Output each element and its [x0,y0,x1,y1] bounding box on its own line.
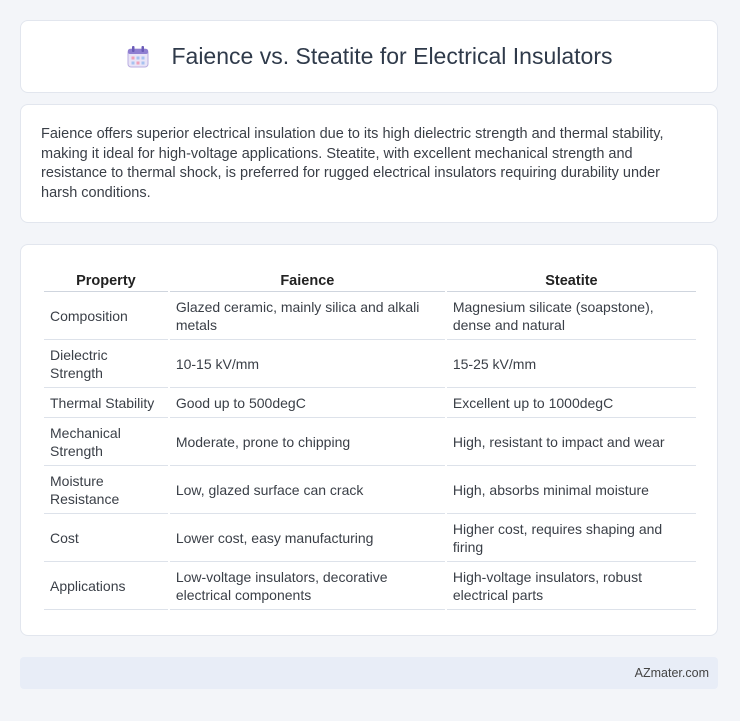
title-card [20,20,718,93]
table-row [44,418,696,466]
table-card [20,244,718,636]
faience-cell: Moderate, prone to chipping [170,418,445,466]
intro-card [20,104,718,223]
table-row [44,388,696,418]
table-row [44,562,696,610]
column-header-property: Property [44,265,168,292]
table-header-row [44,265,696,292]
title-wrap [125,43,612,70]
property-cell: Thermal Stability [44,388,168,418]
steatite-cell: High, resistant to impact and wear [447,418,696,466]
steatite-cell: High-voltage insulators, robust electrical parts [447,562,696,610]
table-row [44,514,696,562]
footer-brand[interactable]: AZmater.com [634,666,709,680]
calendar-icon [125,44,151,70]
faience-cell: 10-15 kV/mm [170,340,445,388]
steatite-cell: 15-25 kV/mm [447,340,696,388]
faience-cell: Low-voltage insulators, decorative electrical components [170,562,445,610]
column-header-faience: Faience [170,265,445,292]
page-title: Faience vs. Steatite for Electrical Insulators [171,43,613,69]
steatite-cell: Excellent up to 1000degC [447,388,696,418]
table-row [44,466,696,514]
footer [20,657,718,689]
intro-paragraph: Faience offers superior electrical insulation due to its high dielectric strength and thermal stability, making it ideal for high-voltage applications. Steatite, with excellent mechanical strength and resistance to thermal shock, is preferred for rugged electrical insulators requiring durability under harsh conditions. [41,126,664,201]
steatite-cell: Higher cost, requires shaping and firing [447,514,696,562]
property-cell: Composition [44,292,168,340]
faience-cell: Lower cost, easy manufacturing [170,514,445,562]
property-cell: Moisture Resistance [44,466,168,514]
property-cell: Applications [44,562,168,610]
faience-cell: Low, glazed surface can crack [170,466,445,514]
property-cell: Dielectric Strength [44,340,168,388]
comparison-table [42,265,698,610]
steatite-cell: Magnesium silicate (soapstone), dense and natural [447,292,696,340]
table-row [44,340,696,388]
steatite-cell: High, absorbs minimal moisture [447,466,696,514]
column-header-steatite: Steatite [447,265,696,292]
property-cell: Mechanical Strength [44,418,168,466]
property-cell: Cost [44,514,168,562]
faience-cell: Glazed ceramic, mainly silica and alkali metals [170,292,445,340]
table-row [44,292,696,340]
faience-cell: Good up to 500degC [170,388,445,418]
